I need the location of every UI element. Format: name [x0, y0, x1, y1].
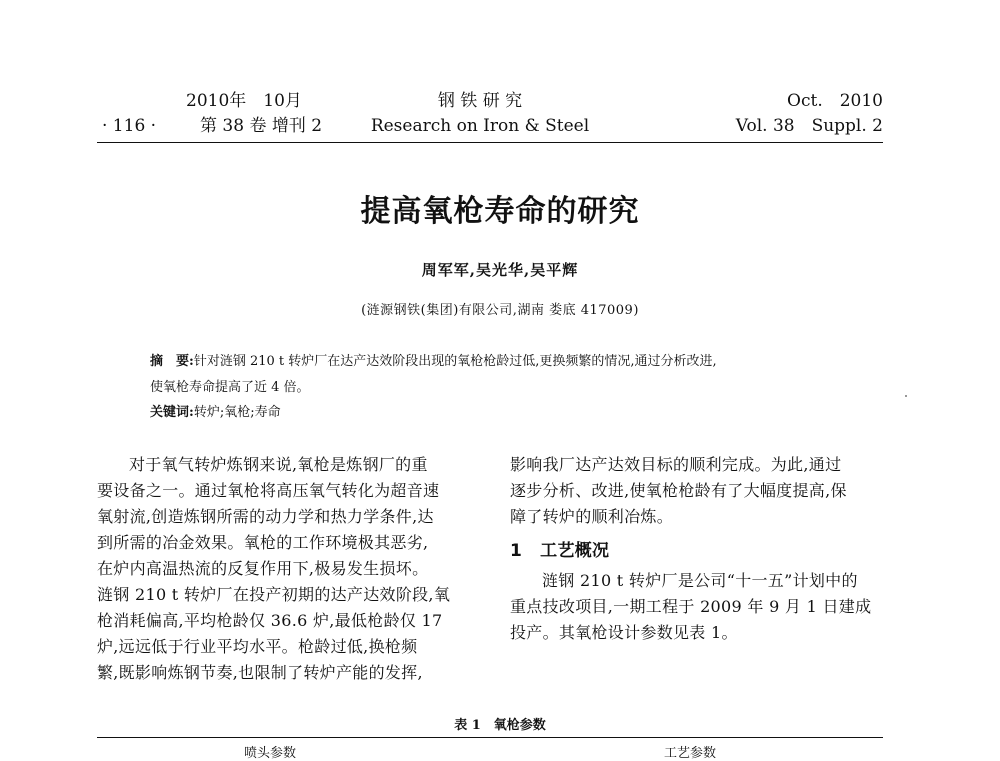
table-header-process: 工艺参数 — [663, 746, 716, 761]
table-caption: 表 1 氧枪参数 — [454, 718, 546, 733]
body-line: 投产。其氧枪设计参数见表 1。 — [510, 623, 738, 642]
journal-name-en: Research on Iron & Steel — [370, 116, 590, 136]
header-volume-cn: 第 38 卷 增刊 2 — [200, 116, 323, 136]
body-line: 障了转炉的顺利冶炼。 — [510, 507, 674, 526]
abstract-text: 针对涟钢 210 t 转炉厂在达产达效阶段出现的氧枪枪龄过低,更换频繁的情况,通过分析改进, — [193, 354, 717, 369]
body-line: 枪消耗偏高,平均枪龄仅 36.6 炉,最低枪龄仅 17 — [97, 611, 443, 630]
body-line: 重点技改项目,一期工程于 2009 年 9 月 1 日建成 — [510, 597, 872, 616]
body-line: 逐步分析、改进,使氧枪枪龄有了大幅度提高,保 — [510, 481, 847, 500]
section-title: 工艺概况 — [540, 541, 610, 561]
article-authors: 周军军,吴光华,吴平辉 — [421, 261, 579, 279]
journal-name-cn: 钢 铁 研 究 — [437, 91, 523, 111]
body-line: 要设备之一。通过氧枪将高压氧气转化为超音速 — [97, 481, 440, 500]
keywords-label: 关键词: — [150, 405, 194, 420]
body-line: 繁,既影响炼钢节奏,也限制了转炉产能的发挥, — [97, 663, 423, 682]
abstract-line-1 — [150, 353, 717, 370]
body-line: 涟钢 210 t 转炉厂是公司“十一五”计划中的 — [542, 571, 858, 590]
scan-speck — [905, 395, 907, 397]
body-right-column — [510, 452, 890, 646]
body-line: 影响我厂达产达效目标的顺利完成。为此,通过 — [510, 455, 842, 474]
article-title: 提高氧枪寿命的研究 — [360, 194, 640, 229]
body-line: 在炉内高温热流的反复作用下,极易发生损坏。 — [97, 559, 429, 578]
table-header-nozzle: 喷头参数 — [243, 746, 296, 761]
header-volume-en: Vol. 38 Suppl. 2 — [735, 116, 883, 136]
keywords — [150, 404, 281, 421]
body-line: 涟钢 210 t 转炉厂在投产初期的达产达效阶段,氧 — [97, 585, 451, 604]
body-line: 到所需的冶金效果。氧枪的工作环境极其恶劣, — [97, 533, 429, 552]
header-rule — [97, 142, 883, 143]
page-number: · 116 · — [102, 116, 157, 136]
header-date-en: Oct. 2010 — [787, 91, 883, 111]
body-line: 氧射流,创造炼钢所需的动力学和热力学条件,达 — [97, 507, 434, 526]
abstract-line-2: 使氧枪寿命提高了近 4 倍。 — [150, 380, 310, 395]
abstract-label: 摘 要: — [150, 354, 194, 369]
keywords-text: 转炉;氧枪;寿命 — [193, 405, 281, 420]
section-number: 1 — [510, 541, 523, 561]
header-date: 2010年 10月 — [186, 91, 302, 111]
body-left-column — [97, 452, 482, 686]
section-heading — [510, 534, 890, 568]
table-top-rule — [97, 737, 883, 738]
body-line: 对于氧气转炉炼钢来说,氧枪是炼钢厂的重 — [129, 455, 428, 474]
article-affiliation: (涟源钢铁(集团)有限公司,湖南 娄底 417009) — [361, 303, 639, 318]
body-line: 炉,远远低于行业平均水平。枪龄过低,换枪频 — [97, 637, 418, 656]
